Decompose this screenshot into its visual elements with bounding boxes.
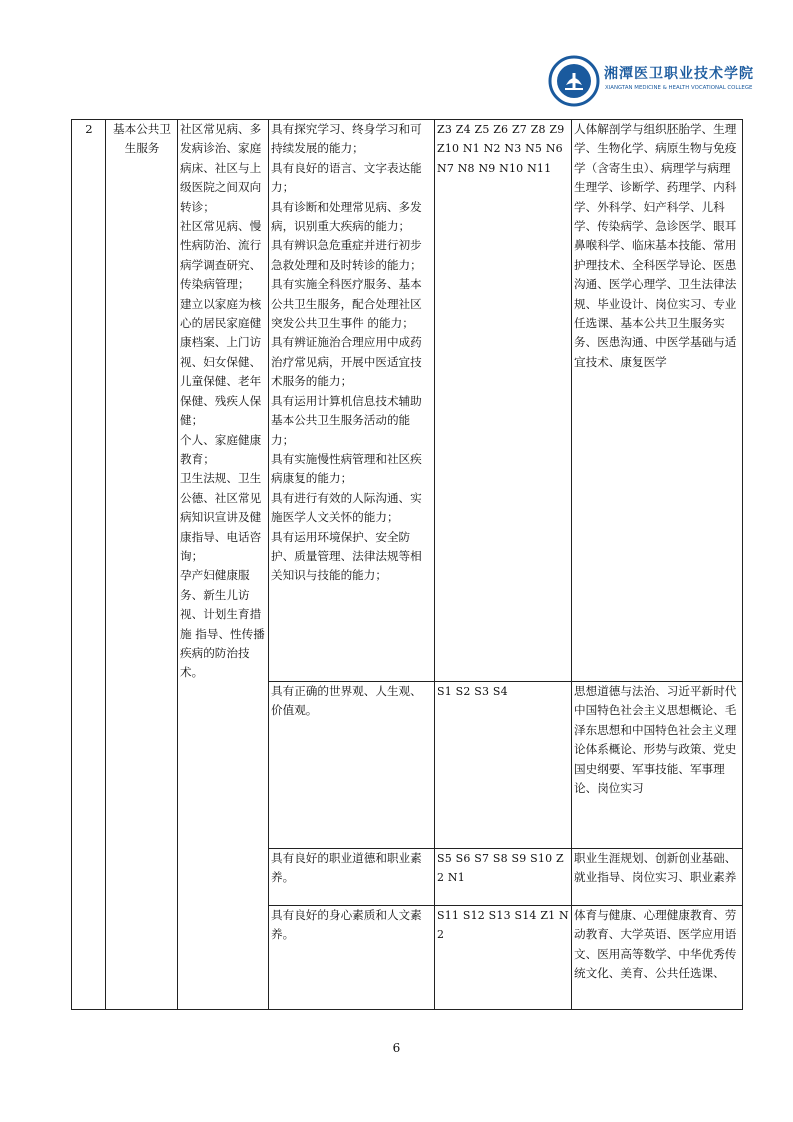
courses-cell: 人体解剖学与组织胚胎学、生理学、生物化学、病原生物与免疫学（含寄生虫）、病理学与病理生理学、诊断学、药理学、内科学、外科学、妇产科学、儿科学、传染病学、急诊医学、眼耳鼻喉科学、临床基本技能、常用护理技术、全科医学导论、医患沟通、医学心理学、卫生法律法规、毕业设计、岗位实习、专业任选课、基本公共卫生服务实务、医患沟通、中医学基础与适宜技术、康复医学 — [572, 120, 743, 682]
codes-cell: Z3 Z4 Z5 Z6 Z7 Z8 Z9 Z10 N1 N2 N3 N5 N6 N7 N8 N9 N10 N11 — [435, 120, 572, 682]
work-tasks-cell — [178, 120, 269, 1010]
row-index: 2 — [72, 120, 106, 1010]
task-item: 社区常见病、慢性病防治、流行病学调查研究、传染病管理； — [180, 219, 262, 292]
school-name-cn: 湘潭医卫职业技术学院 — [604, 66, 754, 82]
position-cell: 基本公共卫生服务 — [106, 120, 178, 1010]
task-item: 社区常见病、多发病诊治、家庭病床、社区与上级医院之间双向转诊； — [180, 122, 262, 214]
abilities-cell: 具有正确的世界观、人生观、价值观。 — [269, 682, 435, 849]
school-emblem-icon — [548, 55, 600, 107]
task-item: 个人、家庭健康教育； — [180, 432, 262, 466]
abilities-cell: 具有良好的身心素质和人文素养。 — [269, 906, 435, 1010]
ability-item: 具有实施慢性病管理和社区疾病康复的能力； — [271, 451, 422, 486]
courses-cell: 体育与健康、心理健康教育、劳动教育、大学英语、医学应用语文、医用高等数学、中华优秀传统文化、美育、公共任选课、 — [572, 906, 743, 1010]
school-logo — [548, 55, 753, 107]
ability-item: 具有探究学习、终身学习和可持续发展的能力； — [271, 122, 422, 156]
ability-item: 具有辨识急危重症并进行初步急救处理和及时转诊的能力； — [271, 238, 422, 272]
courses-cell: 思想道德与法治、习近平新时代中国特色社会主义思想概论、毛泽东思想和中国特色社会主义理论体系概论、形势与政策、党史国史纲要、军事技能、军事理论、岗位实习 — [572, 682, 743, 849]
ability-item: 具有实施全科医疗服务、基本公共卫生服务，配合处理社区突发公共卫生事件 的能力； — [271, 277, 422, 331]
ability-item: 具有诊断和处理常见病、多发病，识别重大疾病的能力； — [271, 199, 422, 234]
ability-item: 具有运用环境保护、安全防护、质量管理、法律法规等相关知识与技能的能力； — [271, 529, 422, 583]
school-name-en: XIANGTAN MEDICINE & HEALTH VOCATIONAL COLLEGE — [605, 85, 753, 91]
task-item: 建立以家庭为核心的居民家庭健康档案、上门访视、妇女保健、儿童保健、老年保健、残疾人保健； — [180, 296, 262, 428]
codes-cell: S1 S2 S3 S4 — [435, 682, 572, 849]
ability-item: 具有运用计算机信息技术辅助基本公共卫生服务活动的能力； — [271, 393, 422, 447]
task-item: 卫生法规、卫生公德、社区常见病知识宣讲及健康指导、电话咨询； — [180, 471, 262, 563]
ability-item: 具有进行有效的人际沟通、实施医学人文关怀的能力； — [271, 490, 422, 525]
ability-item: 具有辨证施治合理应用中成药治疗常见病，开展中医适宜技术服务的能力； — [271, 335, 422, 389]
page-number: 6 — [392, 1041, 401, 1055]
task-item: 孕产妇健康服务、新生儿访视、计划生育措施 指导、性传播疾病的防治技术。 — [180, 568, 265, 680]
abilities-cell — [269, 120, 435, 682]
table-row — [72, 120, 743, 682]
codes-cell: S11 S12 S13 S14 Z1 N2 — [435, 906, 572, 1010]
courses-cell: 职业生涯规划、创新创业基础、就业指导、岗位实习、职业素养 — [572, 849, 743, 906]
curriculum-table — [71, 119, 743, 1010]
codes-cell: S5 S6 S7 S8 S9 S10 Z2 N1 — [435, 849, 572, 906]
abilities-cell: 具有良好的职业道德和职业素养。 — [269, 849, 435, 906]
ability-item: 具有良好的语言、文字表达能力； — [271, 160, 422, 195]
